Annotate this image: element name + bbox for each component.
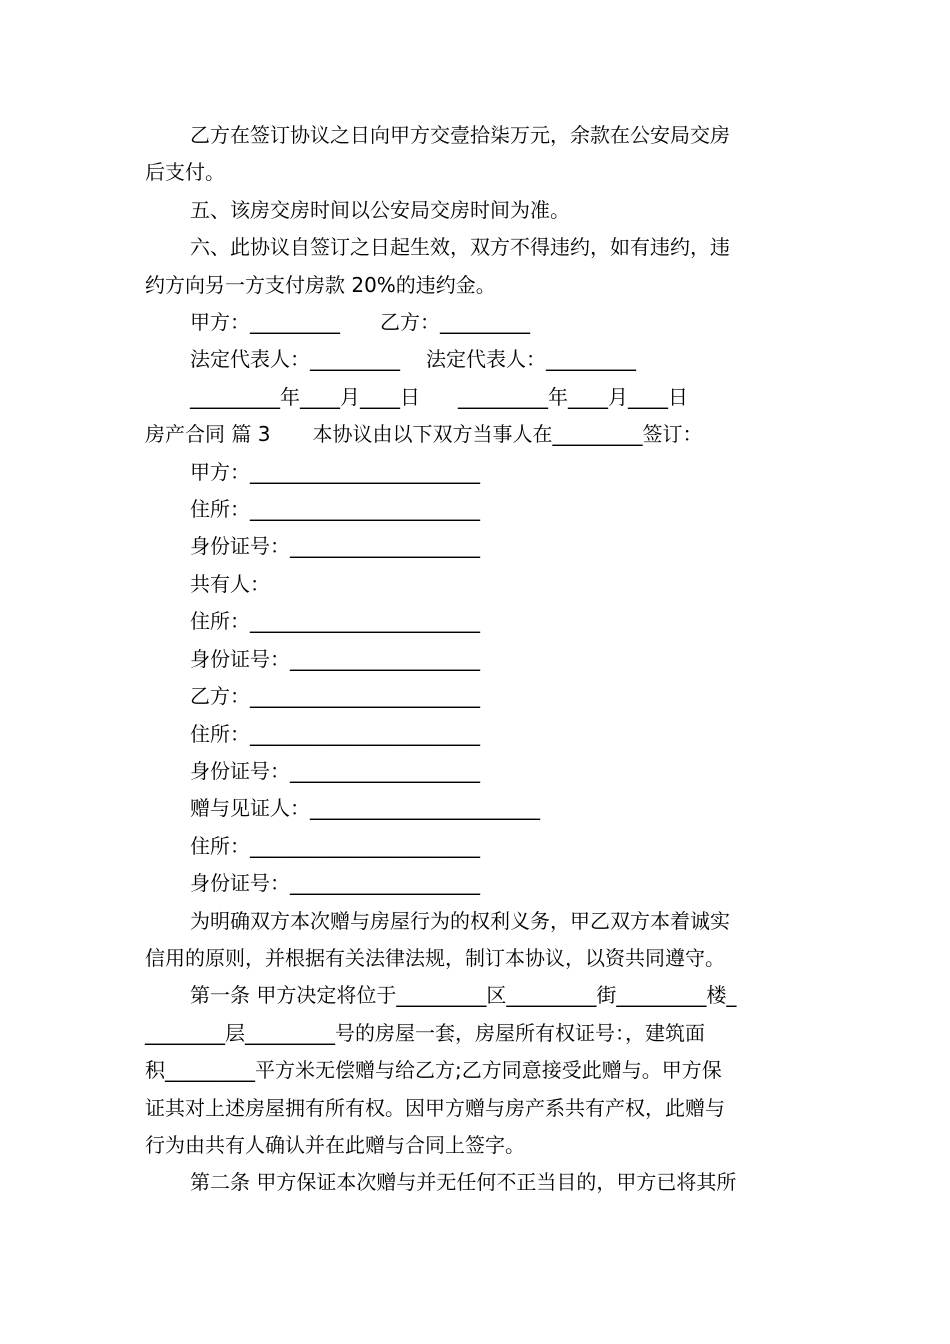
signature-line-representative xyxy=(145,341,810,378)
co-owner-address-field: 住所：_______________________ xyxy=(190,609,480,634)
document-body xyxy=(145,117,810,1202)
party-b-address-field: 住所：_______________________ xyxy=(190,721,480,746)
section-heading-line xyxy=(145,416,810,453)
party-a-address-field: 住所：_______________________ xyxy=(190,497,480,522)
party-a-signature: 甲方：_________ xyxy=(190,310,340,335)
text-line: 信用的原则，并根据有关法律法规，制订本协议，以资共同遵守。 xyxy=(145,945,725,970)
text-line: 后支付。 xyxy=(145,160,225,185)
co-owner-label: 共有人： xyxy=(190,571,270,596)
co-owner-id-field: 身份证号：___________________ xyxy=(190,646,480,671)
text-line: 五、该房交房时间以公安局交房时间为准。 xyxy=(190,197,570,222)
text-line: 约方向另一方支付房款 20%的违约金。 xyxy=(145,272,496,297)
witness-address-field: 住所：_______________________ xyxy=(190,833,480,858)
party-a-id-field: 身份证号：___________________ xyxy=(190,534,480,559)
party-b-signature: 乙方：_________ xyxy=(380,310,530,335)
party-b-id-field: 身份证号：___________________ xyxy=(190,758,480,783)
party-b-date: _________年____月____日 xyxy=(458,384,688,409)
witness-name-field: 赠与见证人：_______________________ xyxy=(190,796,540,821)
party-b-name-field: 乙方：_______________________ xyxy=(190,684,480,709)
signature-line-date xyxy=(145,379,810,416)
agreement-intro: 本协议由以下双方当事人在_________签订： xyxy=(312,422,703,447)
text-line: 积_________平方米无偿赠与给乙方;乙方同意接受此赠与。甲方保 xyxy=(145,1058,722,1083)
text-line: 证其对上述房屋拥有所有权。因甲方赠与房产系共有产权，此赠与 xyxy=(145,1095,725,1120)
text-line: ________层_________号的房屋一套，房屋所有权证号：，建筑面 xyxy=(145,1020,705,1045)
text-line: 第一条 甲方决定将位于_________区_________街_________楼_ xyxy=(190,983,737,1008)
text-line: 第二条 甲方保证本次赠与并无任何不正当目的，甲方已将其所 xyxy=(190,1170,737,1195)
party-b-representative: 法定代表人：_________ xyxy=(426,347,636,372)
party-a-date: _________年____月____日 xyxy=(190,384,420,409)
text-line: 乙方在签订协议之日向甲方交壹拾柒万元，余款在公安局交房 xyxy=(190,123,730,147)
signature-line-party xyxy=(145,304,810,341)
text-line: 行为由共有人确认并在此赠与合同上签字。 xyxy=(145,1132,525,1157)
section-title: 房产合同 篇 3 xyxy=(145,422,271,447)
witness-id-field: 身份证号：___________________ xyxy=(190,871,480,896)
party-a-name-field: 甲方：_______________________ xyxy=(190,459,480,484)
text-line: 六、此协议自签订之日起生效，双方不得违约，如有违约，违 xyxy=(190,235,730,260)
party-a-representative: 法定代表人：_________ xyxy=(190,347,400,372)
text-line: 为明确双方本次赠与房屋行为的权利义务，甲乙双方本着诚实 xyxy=(190,908,730,933)
